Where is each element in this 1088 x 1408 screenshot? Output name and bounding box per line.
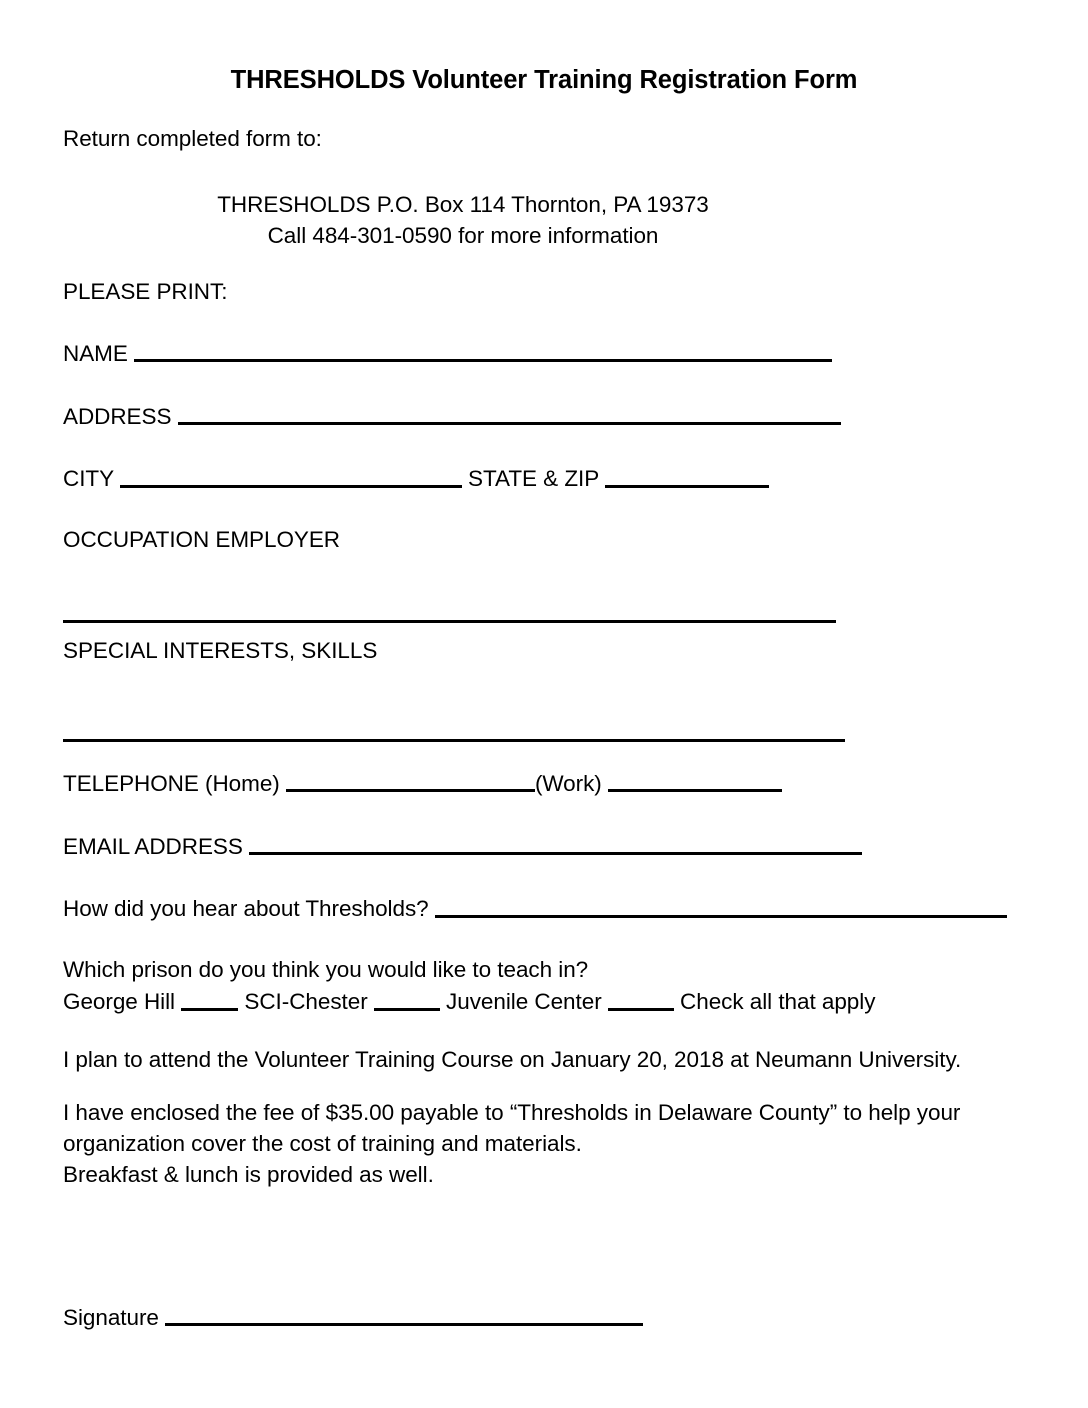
field-row-name: [63, 341, 1048, 366]
page-title: THRESHOLDS Volunteer Training Registration Form: [230, 66, 858, 94]
field-row-special-interests: [63, 720, 1048, 745]
field-row-how-heard: [63, 896, 1048, 921]
return-address-line-2: Call 484-301-0590 for more information: [267, 222, 659, 248]
prison-option-juvenile-center-label: Juvenile Center: [439, 989, 608, 1015]
email-input-blank[interactable]: [249, 834, 862, 855]
field-row-address: [63, 404, 1048, 429]
prison-question-prompt: Which prison do you think you would like to teach in?: [63, 956, 589, 982]
return-address-line-1: THRESHOLDS P.O. Box 114 Thornton, PA 19373: [217, 191, 709, 217]
return-instruction: Return completed form to:: [63, 126, 322, 152]
meals-statement: Breakfast & lunch is provided as well.: [63, 1161, 434, 1187]
signature-input-blank[interactable]: [165, 1305, 643, 1326]
special-interests-input-blank[interactable]: [63, 720, 845, 741]
telephone-work-label: (Work): [534, 771, 608, 797]
fee-statement: I have enclosed the fee of $35.00 payable to “Thresholds in Delaware County” to help your organization cover the cost of training and materials.: [63, 1099, 961, 1156]
field-row-signature: [63, 1305, 1048, 1330]
address-label: ADDRESS: [63, 403, 178, 429]
form-body: [0, 94, 1088, 1329]
telephone-home-input-blank[interactable]: [286, 771, 535, 792]
telephone-work-input-blank[interactable]: [608, 771, 782, 792]
please-print-instruction: PLEASE PRINT:: [63, 278, 228, 304]
occupation-employer-label: OCCUPATION EMPLOYER: [63, 526, 341, 552]
prison-option-george-hill-blank[interactable]: [181, 989, 238, 1010]
address-input-blank[interactable]: [178, 404, 841, 425]
city-input-blank[interactable]: [120, 466, 462, 487]
prison-options-row: [63, 989, 1048, 1014]
state-zip-label: STATE & ZIP: [461, 466, 605, 492]
name-input-blank[interactable]: [134, 341, 832, 362]
email-label: EMAIL ADDRESS: [63, 833, 250, 859]
prison-option-sci-chester-label: SCI-Chester: [238, 989, 374, 1015]
prison-option-juvenile-center-blank[interactable]: [608, 989, 674, 1010]
state-zip-input-blank[interactable]: [605, 466, 769, 487]
prison-option-george-hill-label: George Hill: [63, 989, 182, 1015]
how-heard-input-blank[interactable]: [435, 896, 1007, 917]
field-row-email: [63, 834, 1048, 859]
prison-option-sci-chester-blank[interactable]: [374, 989, 440, 1010]
prison-options-instruction: Check all that apply: [673, 989, 876, 1015]
how-heard-label: How did you hear about Thresholds?: [63, 896, 435, 922]
telephone-home-label: TELEPHONE (Home): [63, 771, 286, 797]
name-label: NAME: [63, 341, 135, 367]
occupation-employer-input-blank[interactable]: [63, 601, 836, 622]
special-interests-label: SPECIAL INTERESTS, SKILLS: [63, 637, 378, 663]
signature-label: Signature: [63, 1304, 166, 1330]
field-row-occupation-employer: [63, 601, 1048, 626]
city-label: CITY: [63, 466, 120, 492]
field-row-city-state-zip: [63, 466, 1048, 491]
field-row-telephone: [63, 771, 1048, 796]
attendance-statement: I plan to attend the Volunteer Training Course on January 20, 2018 at Neumann University.: [63, 1046, 962, 1072]
